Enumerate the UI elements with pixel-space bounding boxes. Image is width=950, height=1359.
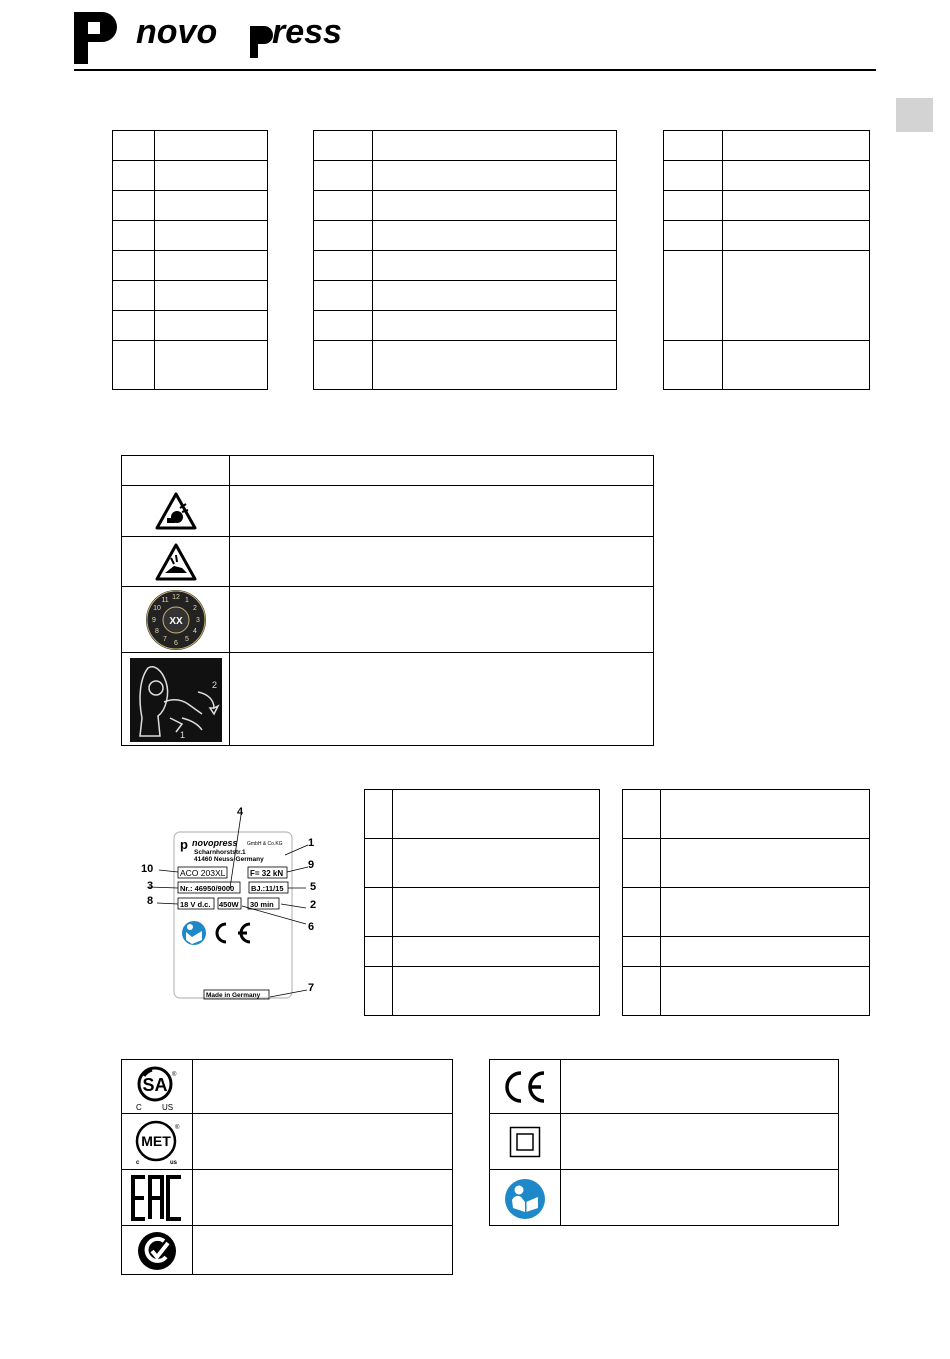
svg-text:c: c [136, 1159, 140, 1166]
sticker-month-10: 10 [152, 604, 161, 612]
hand-injury-warning-icon [122, 537, 229, 586]
svg-text:C: C [136, 1102, 142, 1112]
callout-6: 6 [308, 921, 315, 933]
met-us-icon [122, 1114, 192, 1169]
sticker-month-8: 8 [154, 627, 159, 635]
svg-text:SA: SA [142, 1074, 168, 1095]
illustration-label-2: 2 [211, 679, 217, 690]
sticker-month-2: 2 [192, 604, 197, 612]
sticker-month-1: 1 [184, 596, 189, 604]
language-tab[interactable] [896, 98, 933, 132]
double-insulation-icon [490, 1114, 560, 1169]
plate-street: Scharnhorststr.1 [194, 849, 246, 856]
svg-text:®: ® [175, 1124, 180, 1131]
callout-4: 4 [237, 806, 244, 818]
callout-5: 5 [310, 881, 317, 893]
parts-table-2 [313, 130, 617, 390]
logo-text-ress: ress [272, 13, 342, 51]
plate-serial: Nr.: 46950/9000 [180, 884, 235, 893]
plate-legend-table-2 [622, 789, 870, 1016]
sticker-month-5: 5 [184, 635, 189, 643]
sticker-center: XX [168, 615, 183, 627]
ce-mark-icon [490, 1060, 560, 1113]
callout-1: 1 [308, 837, 315, 849]
plate-force: F= 32 kN [250, 869, 284, 878]
plate-year: BJ.:11/15 [251, 884, 284, 893]
parts-table-3 [663, 130, 870, 390]
certifications-table-left [121, 1059, 453, 1275]
svg-text:US: US [162, 1102, 174, 1112]
sticker-month-3: 3 [195, 616, 200, 624]
parts-table-1 [112, 130, 268, 390]
csa-us-icon [122, 1060, 192, 1113]
callout-9: 9 [308, 859, 315, 871]
plate-duty: 30 min [250, 900, 274, 909]
rcm-icon [122, 1226, 192, 1276]
sticker-month-6: 6 [173, 639, 178, 647]
illustration-label-1: 1 [179, 729, 185, 740]
plate-city: 41460 Neuss-Germany [194, 856, 264, 863]
hand-crush-warning-icon [122, 486, 229, 536]
plate-origin: Made in Germany [206, 992, 261, 999]
certifications-table-right [489, 1059, 839, 1226]
svg-text:p: p [180, 837, 188, 852]
svg-text:MET: MET [141, 1132, 171, 1149]
callout-7: 7 [308, 982, 315, 994]
sticker-month-12: 12 [171, 593, 180, 601]
type-plate-figure [130, 800, 330, 1005]
plate-power: 450W [219, 900, 239, 909]
release-lever-illustration [122, 653, 229, 746]
eac-icon [122, 1170, 192, 1225]
svg-text:us: us [170, 1159, 178, 1166]
plate-legend-table-1 [364, 789, 600, 1016]
logo-text-novo: novo [136, 13, 218, 51]
novopress-logo [72, 8, 382, 66]
sticker-month-4: 4 [192, 627, 197, 635]
plate-company-suffix: GmbH & Co.KG [247, 841, 283, 847]
plate-company-logo: novopress [192, 838, 238, 848]
callout-3: 3 [147, 880, 154, 892]
callout-10: 10 [141, 863, 154, 875]
sticker-month-7: 7 [162, 635, 167, 643]
read-manual-icon [490, 1170, 560, 1227]
header-rule [74, 69, 876, 71]
inspection-date-sticker-icon [122, 587, 229, 652]
plate-model: ACO 203XL [180, 868, 226, 878]
plate-voltage: 18 V d.c. [180, 900, 211, 909]
svg-text:®: ® [172, 1071, 177, 1078]
safety-symbols-table [121, 455, 654, 746]
sticker-month-9: 9 [151, 616, 156, 624]
callout-2: 2 [310, 899, 317, 911]
sticker-month-11: 11 [160, 596, 169, 604]
callout-8: 8 [147, 895, 154, 907]
